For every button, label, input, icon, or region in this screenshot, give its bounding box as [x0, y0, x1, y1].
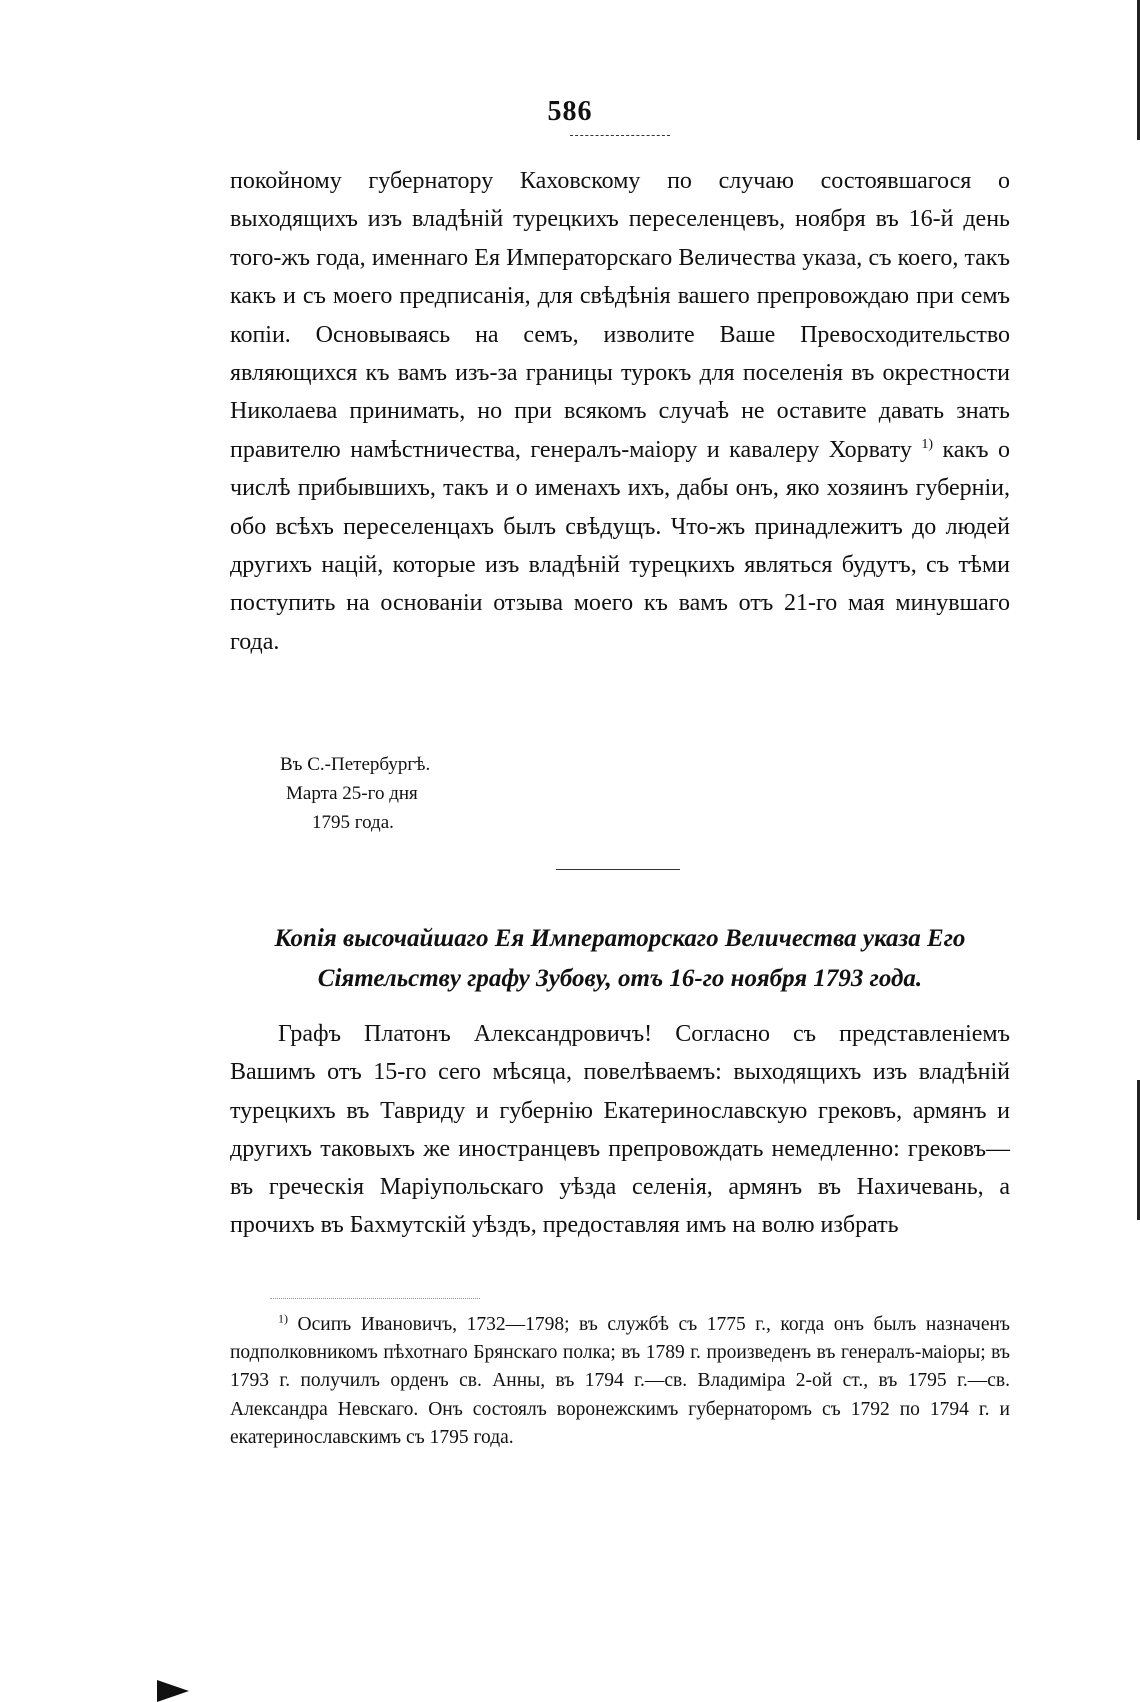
letter-text-after-note: какъ о числѣ прибывшихъ, такъ и о именахъ ихъ, дабы онъ, яко хозяинъ губерніи, обо всѣхъ переселенцахъ былъ свѣдущъ. Что-жъ принадлежитъ до людей другихъ націй, которые изъ владѣній турецкихъ являться будутъ, съ тѣми поступить на основаніи отзыва моего къ вамъ отъ 21-го мая минувшаго года.	[230, 436, 1011, 655]
footnote-reference: 1)	[921, 436, 933, 452]
section-title: Копія высочайшаго Ея Императорскаго Величества указа Его Сіятельству графу Зубову, отъ 16-го ноября 1793 года.	[274, 925, 966, 992]
page-number-rule	[570, 135, 670, 136]
letter-text-before-note: покойному губернатору Каховскому по случаю состоявшагося о выходящихъ изъ владѣній турецкихъ переселенцевъ, ноября въ 16-й день того-жъ года, именнаго Ея Императорскаго Величества указа, съ коего, такъ какъ и съ моего предписанія, для свѣдѣнія вашего препровождаю при семъ копіи. Основываясь на семъ, изволите Ваше Превосходительство являющихся къ вамъ изъ-за границы турокъ для поселенія въ окрестности Николаева принимать, но при всякомъ случаѣ не оставите давать знать правителю намѣстничества, генералъ-маіору и кавалеру Хорвату	[230, 168, 1010, 463]
page-number: 586	[547, 96, 593, 127]
footnote-marker: 1)	[278, 1311, 288, 1326]
signature-year: 1795 года.	[312, 812, 394, 833]
signature-date: Марта 25-го дня	[286, 783, 418, 804]
scan-corner-mark	[157, 1680, 189, 1702]
section-body: Графъ Платонъ Александровичъ! Согласно съ представленіемъ Вашимъ отъ 15-го сего мѣсяца, повелѣваемъ: выходящихъ изъ владѣній турецкихъ въ Тавриду и губернію Екатеринославскую грековъ, армянъ и другихъ таковыхъ же иностранцевъ препровождать немедленно: грековъ—въ греческія Маріупольскаго уѣзда селенія, армянъ въ Нахичевань, а прочихъ въ Бахмутскій уѣздъ, предоставляя имъ на волю избрать	[230, 1021, 1010, 1239]
footnote-separator	[270, 1298, 480, 1299]
footnote	[230, 1311, 1010, 1452]
section-divider	[556, 869, 680, 870]
footnote-text: Осипъ Ивановичъ, 1732—1798; въ службѣ съ 1775 г., когда онъ былъ назначенъ подполковникомъ пѣхотнаго Брянскаго полка; въ 1789 г. произведенъ въ генералъ-маіоры; въ 1793 г. получилъ орденъ св. Анны, въ 1794 г.—св. Владиміра 2-ой ст., въ 1795 г.—св. Александра Невскаго. Онъ состоялъ воронежскимъ губернаторомъ съ 1792 по 1794 г. и екатеринославскимъ съ 1795 года.	[230, 1314, 1010, 1448]
signature-place: Въ С.-Петербургѣ.	[280, 754, 431, 775]
letter-signature	[280, 750, 640, 837]
letter-body	[230, 162, 1010, 661]
